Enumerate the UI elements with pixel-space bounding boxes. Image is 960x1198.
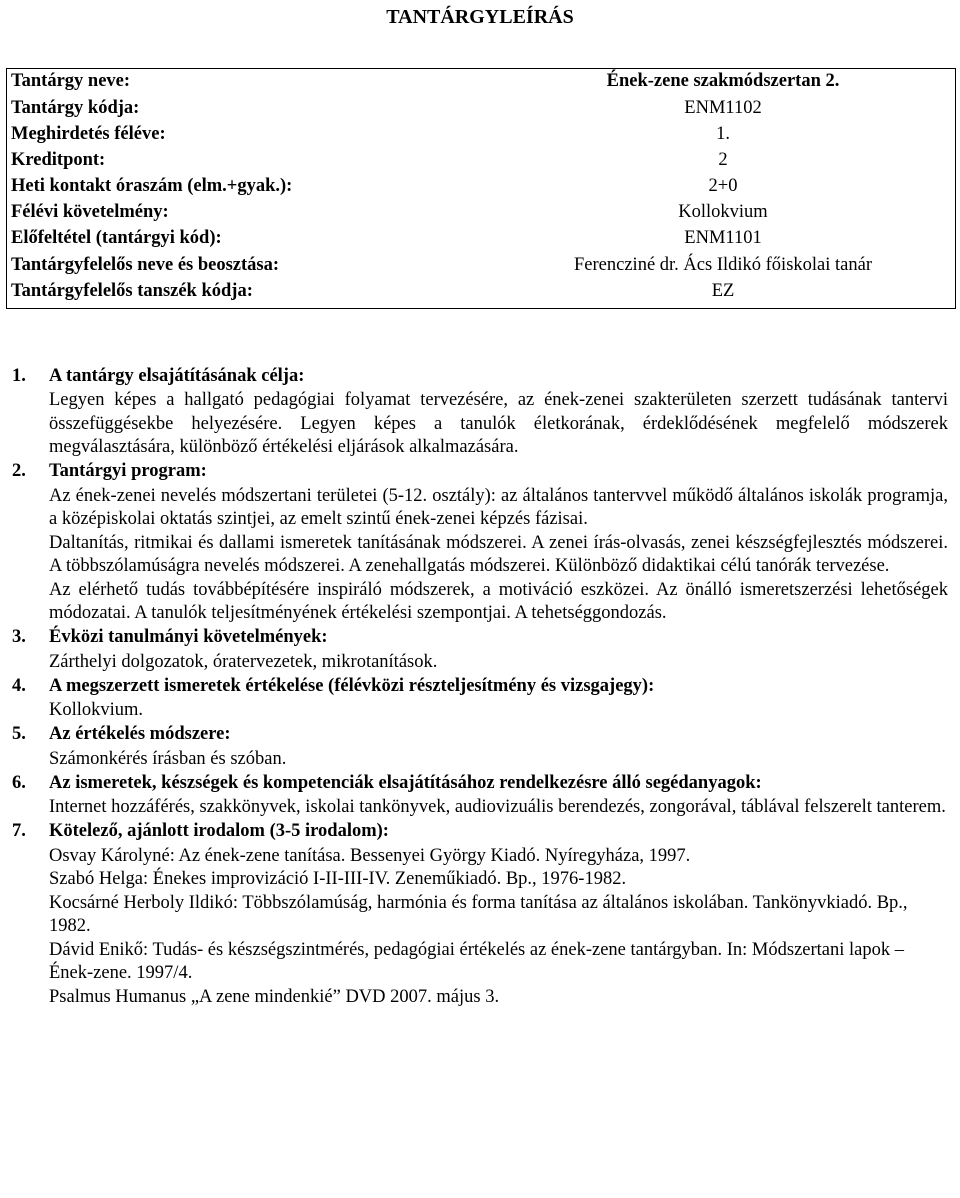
section-number: 6. [12, 772, 26, 793]
section-heading [12, 674, 948, 699]
section-heading [12, 626, 948, 651]
section-literature [12, 820, 948, 1010]
reference-item: Kocsárné Herboly Ildikó: Többszólamúság, harmónia és forma tanítása az általános iskolában. Tankönyvkiadó. Bp., 1982. [49, 892, 908, 936]
course-info-table [6, 68, 956, 309]
section-requirements [12, 626, 948, 675]
reference-item: Dávid Enikő: Tudás- és készségszintmérés, pedagógiai értékelés az ének-zene tantárgyban. In: Módszertani lapok – Ének-zene. 1997/4. [49, 939, 905, 983]
info-label: Tantárgyfelelős neve és beosztása: [11, 254, 280, 275]
info-row-responsible [7, 252, 955, 278]
info-label: Tantárgy kódja: [11, 97, 140, 118]
info-label: Tantárgyfelelős tanszék kódja: [11, 280, 253, 301]
section-text: Zárthelyi dolgozatok, óratervezetek, mikrotanítások. [49, 651, 438, 672]
section-title: Az értékelés módszere: [49, 724, 231, 745]
info-row-name [7, 69, 955, 95]
info-value: 2 [718, 149, 728, 170]
section-heading [12, 460, 948, 485]
info-label: Kreditpont: [11, 149, 106, 170]
reference-list [12, 845, 948, 1010]
info-label: Heti kontakt óraszám (elm.+gyak.): [11, 176, 293, 197]
reference-item: Osvay Károlyné: Az ének-zene tanítása. Bessenyei György Kiadó. Nyíregyháza, 1997. [49, 845, 691, 866]
section-title: Kötelező, ajánlott irodalom (3-5 irodalom): [49, 821, 389, 842]
info-row-hours [7, 174, 955, 200]
info-value: ENM1101 [684, 228, 762, 249]
section-title: A tantárgy elsajátításának célja: [49, 365, 305, 386]
section-number: 7. [12, 821, 26, 842]
info-row-code [7, 95, 955, 121]
section-text: Kollokvium. [49, 700, 144, 720]
section-text: Internet hozzáférés, szakkönyvek, iskolai tankönyvek, audiovizuális berendezés, zongorával, táblával felszerelt tanterem. [49, 797, 946, 817]
section-text: Az elérhető tudás továbbépítésére inspiráló módszerek, a motiváció eszközei. Az önálló ismeretszerzési lehetőségek módozatai. A tanulók teljesítményének értékelési szempontjai. A tehetséggondozás. [49, 579, 948, 623]
info-row-prerequisite [7, 226, 955, 252]
info-value: Kollokvium [678, 202, 768, 223]
section-heading [12, 771, 948, 796]
section-title: Az ismeretek, készségek és kompetenciák elsajátításához rendelkezésre álló segédanyagok: [49, 772, 762, 793]
section-title: Évközi tanulmányi követelmények: [49, 627, 328, 648]
info-row-credits [7, 148, 955, 174]
info-row-semester [7, 121, 955, 147]
info-value: Ferencziné dr. Ács Ildikó főiskolai tanár [574, 254, 872, 275]
section-heading [12, 723, 948, 748]
section-goal [12, 364, 948, 460]
section-number: 4. [12, 675, 26, 696]
info-value: 1. [716, 123, 730, 144]
reference-item: Psalmus Humanus „A zene mindenkié” DVD 2007. május 3. [49, 986, 500, 1007]
info-label: Tantárgy neve: [11, 71, 131, 92]
section-title: Tantárgyi program: [49, 461, 207, 482]
section-text: Az ének-zenei nevelés módszertani területei (5-12. osztály): az általános tantervvel működő általános iskolák programja, a középiskolai oktatás szintjei, az emelt szintű ének-zenei képzés fázisai. [49, 485, 948, 529]
info-label: Meghirdetés féléve: [11, 123, 166, 144]
info-label: Előfeltétel (tantárgyi kód): [11, 228, 222, 249]
section-text: Daltanítás, ritmikai és dallami ismeretek tanításának módszerei. A zenei írás-olvasás, zenei készségfejlesztés módszerei. A többszólamúságra nevelés módszerei. A zenehallgatás módszerei. Különböző didaktikai célú tanórák tervezése. [49, 532, 948, 576]
section-method [12, 723, 948, 772]
info-row-requirement [7, 200, 955, 226]
section-assessment [12, 674, 948, 723]
section-heading [12, 820, 948, 845]
info-value: 2+0 [708, 176, 738, 197]
section-text: Legyen képes a hallgató pedagógiai folyamat tervezésére, az ének-zenei szakterületen szerzett tudásának tantervi összefüggésekbe helyezésére. Legyen képes a tanulók életkorának, érdeklődésének megfelelő módszerek megválasztására, különböző értékelési eljárások alkalmazására. [49, 390, 948, 457]
info-label: Félévi követelmény: [11, 202, 169, 223]
section-resources [12, 771, 948, 820]
section-number: 3. [12, 627, 26, 648]
info-value: EZ [711, 280, 735, 301]
section-title: A megszerzett ismeretek értékelése (félévközi részteljesítmény és vizsgajegy): [49, 675, 655, 696]
section-heading [12, 364, 948, 389]
section-text: Számonkérés írásban és szóban. [49, 748, 287, 769]
section-number: 1. [12, 365, 26, 386]
section-program [12, 460, 948, 626]
document-title: TANTÁRGYLEÍRÁS [386, 6, 574, 28]
info-value: ENM1102 [684, 97, 762, 118]
reference-item: Szabó Helga: Énekes improvizáció I-II-III-IV. Zeneműkiadó. Bp., 1976-1982. [49, 869, 627, 889]
section-number: 5. [12, 724, 26, 745]
info-value: Ének-zene szakmódszertan 2. [606, 71, 840, 92]
section-number: 2. [12, 461, 26, 482]
info-row-department [7, 279, 955, 305]
course-description [12, 364, 948, 1009]
